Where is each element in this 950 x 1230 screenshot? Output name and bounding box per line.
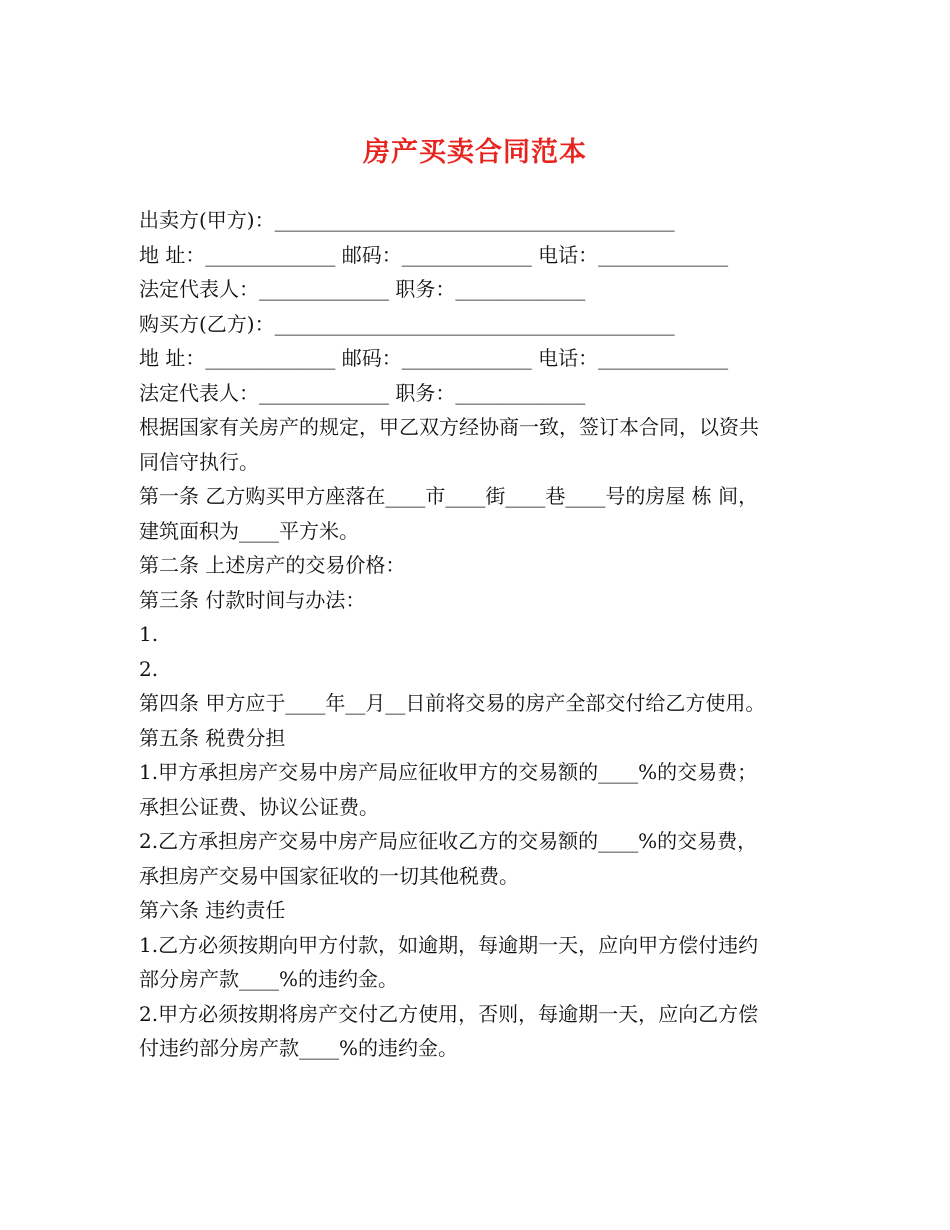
article-6-item-2-line-1: 2.甲方必须按期将房产交付乙方使用，否则，每逾期一天，应向乙方偿 — [139, 1001, 759, 1026]
article-6-item-1-line-1: 1.乙方必须按期向甲方付款，如逾期，每逾期一天，应向甲方偿付违约 — [139, 932, 759, 957]
article-1-line-1: 第一条 乙方购买甲方座落在____市____街____巷____号的房屋 栋 间， — [139, 484, 759, 508]
article-5-item-2-line-1: 2.乙方承担房产交易中房产局应征收乙方的交易额的____%的交易费， — [139, 829, 758, 853]
article-5-item-1-line-2: 承担公证费、协议公证费。 — [139, 794, 379, 819]
article-3-item-2: 2. — [139, 656, 159, 681]
buyer-address-line: 地 址：_____________ 邮码：_____________ 电话：_____________ — [139, 346, 729, 370]
document-body — [139, 203, 819, 1066]
preamble-line-2: 同信守执行。 — [139, 449, 259, 474]
article-2-line: 第二条 上述房产的交易价格： — [139, 553, 406, 577]
article-1-line-2: 建筑面积为____平方米。 — [139, 518, 359, 543]
article-5-item-2-line-2: 承担房产交易中国家征收的一切其他税费。 — [139, 863, 519, 888]
article-5-heading: 第五条 税费分担 — [139, 725, 286, 750]
preamble-line-1: 根据国家有关房产的规定，甲乙双方经协商一致，签订本合同，以资共 — [139, 415, 759, 439]
seller-line: 出卖方(甲方)：________________________________________ — [139, 208, 675, 232]
seller-representative-line: 法定代表人：_____________ 职务：_____________ — [139, 277, 586, 301]
buyer-representative-line: 法定代表人：_____________ 职务：_____________ — [139, 380, 586, 405]
article-6-item-2-line-2: 付违约部分房产款____%的违约金。 — [139, 1036, 459, 1060]
article-3-item-1: 1. — [139, 622, 159, 646]
article-4-line: 第四条 甲方应于____年__月__日前将交易的房产全部交付给乙方使用。 — [139, 691, 766, 715]
article-6-heading: 第六条 违约责任 — [139, 898, 286, 922]
article-5-item-1-line-1: 1.甲方承担房产交易中房产局应征收甲方的交易额的____%的交易费； — [139, 760, 758, 784]
article-3-line: 第三条 付款时间与办法： — [139, 587, 366, 612]
seller-address-line: 地 址：_____________ 邮码：_____________ 电话：_____________ — [139, 242, 729, 267]
article-6-item-1-line-2: 部分房产款____%的违约金。 — [139, 967, 399, 991]
buyer-line: 购买方(乙方)：________________________________________ — [139, 311, 675, 336]
document-title: 房产买卖合同范本 — [363, 137, 587, 168]
